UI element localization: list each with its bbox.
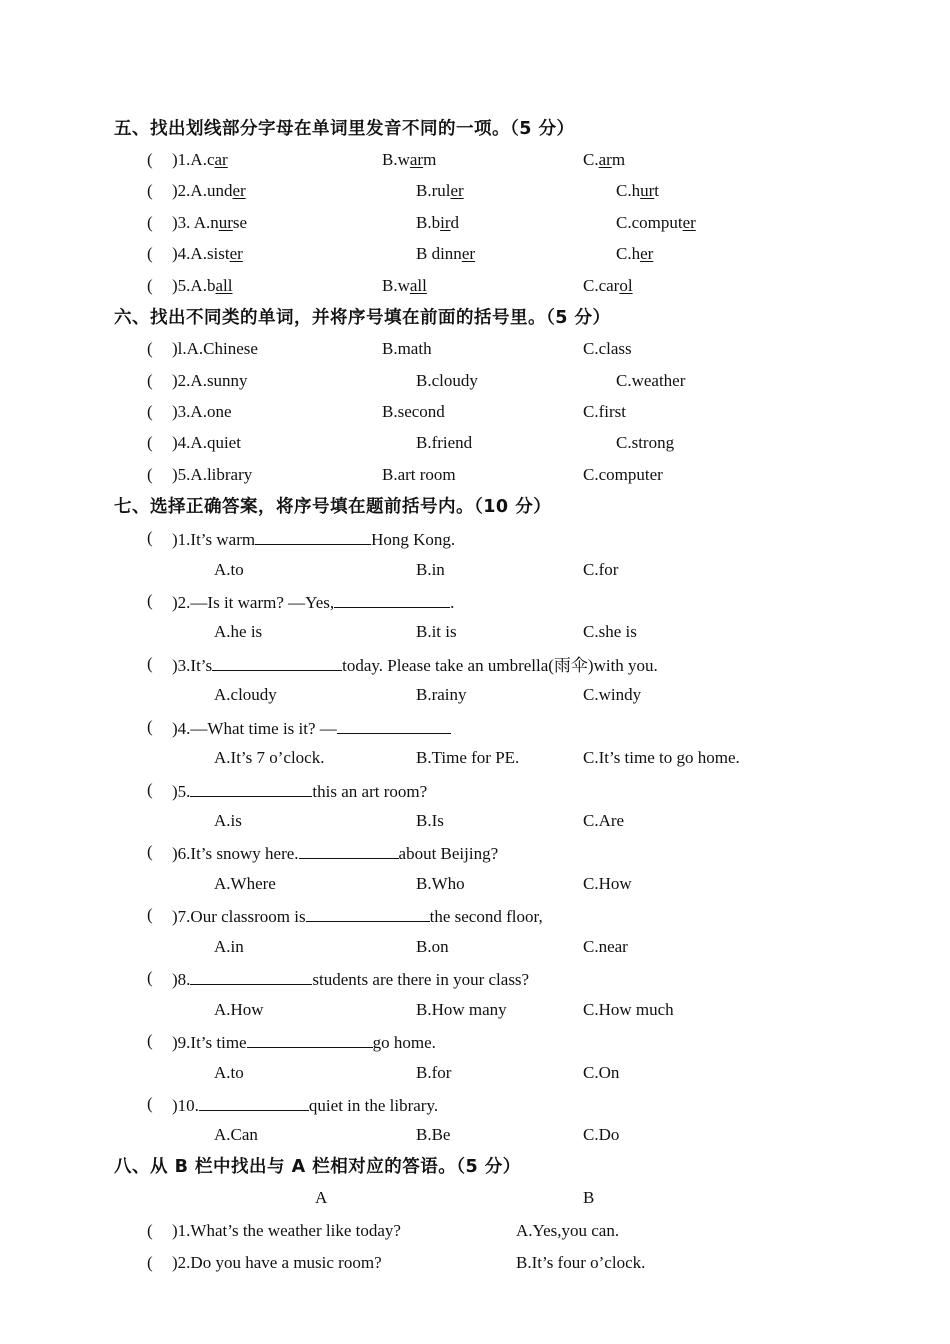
- column-b-header: B: [583, 1188, 595, 1207]
- option-b: B.for: [416, 1063, 452, 1082]
- option-c: C.for: [583, 560, 619, 579]
- option-b: B.Is: [416, 811, 444, 830]
- option-b: B.friend: [416, 433, 473, 452]
- option-c: C.near: [583, 937, 628, 956]
- question-stem: )6.It’s snowy here. about Beijing?: [172, 844, 499, 863]
- answer-b: A.Yes,you can.: [516, 1221, 620, 1240]
- answer-paren[interactable]: (: [147, 1253, 153, 1272]
- option-b: B.warm: [382, 150, 437, 169]
- question-stem: )7.Our classroom is the second floor,: [172, 907, 543, 926]
- answer-paren[interactable]: (: [147, 717, 153, 736]
- fill-blank[interactable]: [299, 842, 399, 859]
- question-stem: )5. this an art room?: [172, 782, 428, 801]
- question-stem: )1.It’s warm Hong Kong.: [172, 530, 456, 549]
- answer-paren[interactable]: (: [147, 276, 153, 295]
- option-c: C.first: [583, 402, 626, 421]
- option-c: C.It’s time to go home.: [583, 748, 740, 767]
- option-a: A.in: [214, 937, 244, 956]
- option-c: C.On: [583, 1063, 620, 1082]
- option-b: B.in: [416, 560, 445, 579]
- answer-paren[interactable]: (: [147, 150, 153, 169]
- fill-blank[interactable]: [334, 591, 450, 608]
- question-stem: )4.—What time is it? —: [172, 717, 451, 739]
- option-b: B.ruler: [416, 181, 464, 200]
- option-c: C.arm: [583, 150, 626, 169]
- question-stem: )3.It’s today. Please take an umbrella(雨伞)with you.: [172, 656, 658, 675]
- section-6-title: 六、找出不同类的单词，并将序号填在前面的括号里。（5 分）: [114, 308, 611, 328]
- fill-blank[interactable]: [190, 968, 312, 985]
- option-a: A.to: [214, 560, 244, 579]
- option-a: )l.A.Chinese: [172, 339, 258, 358]
- option-a: )3. A.nurse: [172, 213, 248, 232]
- section-5-title: 五、找出划线部分字母在单词里发音不同的一项。（5 分）: [114, 119, 575, 139]
- answer-paren[interactable]: (: [147, 654, 153, 673]
- option-a: A.is: [214, 811, 242, 830]
- option-a: )4.A.quiet: [172, 433, 241, 452]
- answer-paren[interactable]: (: [147, 528, 153, 547]
- option-a: A.he is: [214, 622, 263, 641]
- fill-blank[interactable]: [247, 1031, 373, 1048]
- answer-paren[interactable]: (: [147, 181, 153, 200]
- question-stem: )2.—Is it warm? —Yes, .: [172, 593, 455, 612]
- answer-paren[interactable]: (: [147, 591, 153, 610]
- option-b: B.Who: [416, 874, 465, 893]
- option-a: )3.A.one: [172, 402, 232, 421]
- option-c: C.computer: [616, 213, 696, 232]
- option-c: C.How much: [583, 1000, 674, 1019]
- option-c: C.windy: [583, 685, 642, 704]
- option-b: B.wall: [382, 276, 427, 295]
- answer-paren[interactable]: (: [147, 1221, 153, 1240]
- answer-paren[interactable]: (: [147, 213, 153, 232]
- option-c: C.strong: [616, 433, 675, 452]
- option-a: )5.A.library: [172, 465, 253, 484]
- option-a: A.to: [214, 1063, 244, 1082]
- fill-blank[interactable]: [306, 905, 430, 922]
- answer-paren[interactable]: (: [147, 371, 153, 390]
- option-a: A.Where: [214, 874, 276, 893]
- option-b: B.Be: [416, 1125, 451, 1144]
- answer-paren[interactable]: (: [147, 433, 153, 452]
- answer-paren[interactable]: (: [147, 339, 153, 358]
- option-b: B.bird: [416, 213, 459, 232]
- column-a-header: A: [315, 1188, 328, 1207]
- option-c: C.carol: [583, 276, 633, 295]
- answer-paren[interactable]: (: [147, 968, 153, 987]
- option-b: B.math: [382, 339, 432, 358]
- answer-paren[interactable]: (: [147, 905, 153, 924]
- answer-paren[interactable]: (: [147, 244, 153, 263]
- option-a: )1.A.car: [172, 150, 228, 169]
- option-b: B.cloudy: [416, 371, 478, 390]
- question-stem: )8. students are there in your class?: [172, 970, 530, 989]
- answer-paren[interactable]: (: [147, 402, 153, 421]
- fill-blank[interactable]: [255, 528, 371, 545]
- question-a: )1.What’s the weather like today?: [172, 1221, 401, 1240]
- fill-blank[interactable]: [337, 717, 451, 734]
- option-b: B.art room: [382, 465, 456, 484]
- question-stem: )9.It’s time go home.: [172, 1033, 436, 1052]
- option-b: B.it is: [416, 622, 457, 641]
- option-c: C.her: [616, 244, 654, 263]
- option-c: C.class: [583, 339, 632, 358]
- fill-blank[interactable]: [199, 1094, 309, 1111]
- option-c: C.she is: [583, 622, 637, 641]
- answer-b: B.It’s four o’clock.: [516, 1253, 646, 1272]
- option-c: C.computer: [583, 465, 663, 484]
- answer-paren[interactable]: (: [147, 1031, 153, 1050]
- option-b: B dinner: [416, 244, 476, 263]
- section-8-title: 八、从 B 栏中找出与 A 栏相对应的答语。（5 分）: [114, 1157, 521, 1177]
- option-b: B.second: [382, 402, 445, 421]
- section-7-title: 七、选择正确答案，将序号填在题前括号内。（10 分）: [114, 497, 552, 517]
- question-a: )2.Do you have a music room?: [172, 1253, 382, 1272]
- option-a: )4.A.sister: [172, 244, 243, 263]
- option-c: C.Are: [583, 811, 625, 830]
- fill-blank[interactable]: [190, 780, 312, 797]
- option-a: )2.A.under: [172, 181, 246, 200]
- answer-paren[interactable]: (: [147, 465, 153, 484]
- option-c: C.Do: [583, 1125, 620, 1144]
- option-b: B.How many: [416, 1000, 507, 1019]
- option-c: C.hurt: [616, 181, 659, 200]
- answer-paren[interactable]: (: [147, 842, 153, 861]
- option-a: A.Can: [214, 1125, 258, 1144]
- answer-paren[interactable]: (: [147, 780, 153, 799]
- option-a: A.cloudy: [214, 685, 277, 704]
- question-stem: )10. quiet in the library.: [172, 1096, 439, 1115]
- option-c: C.How: [583, 874, 632, 893]
- option-a: A.It’s 7 o’clock.: [214, 748, 325, 767]
- option-b: B.on: [416, 937, 449, 956]
- option-a: )2.A.sunny: [172, 371, 248, 390]
- option-a: A.How: [214, 1000, 264, 1019]
- answer-paren[interactable]: (: [147, 1094, 153, 1113]
- option-b: B.rainy: [416, 685, 467, 704]
- fill-blank[interactable]: [212, 654, 342, 671]
- option-a: )5.A.ball: [172, 276, 233, 295]
- option-c: C.weather: [616, 371, 686, 390]
- option-b: B.Time for PE.: [416, 748, 520, 767]
